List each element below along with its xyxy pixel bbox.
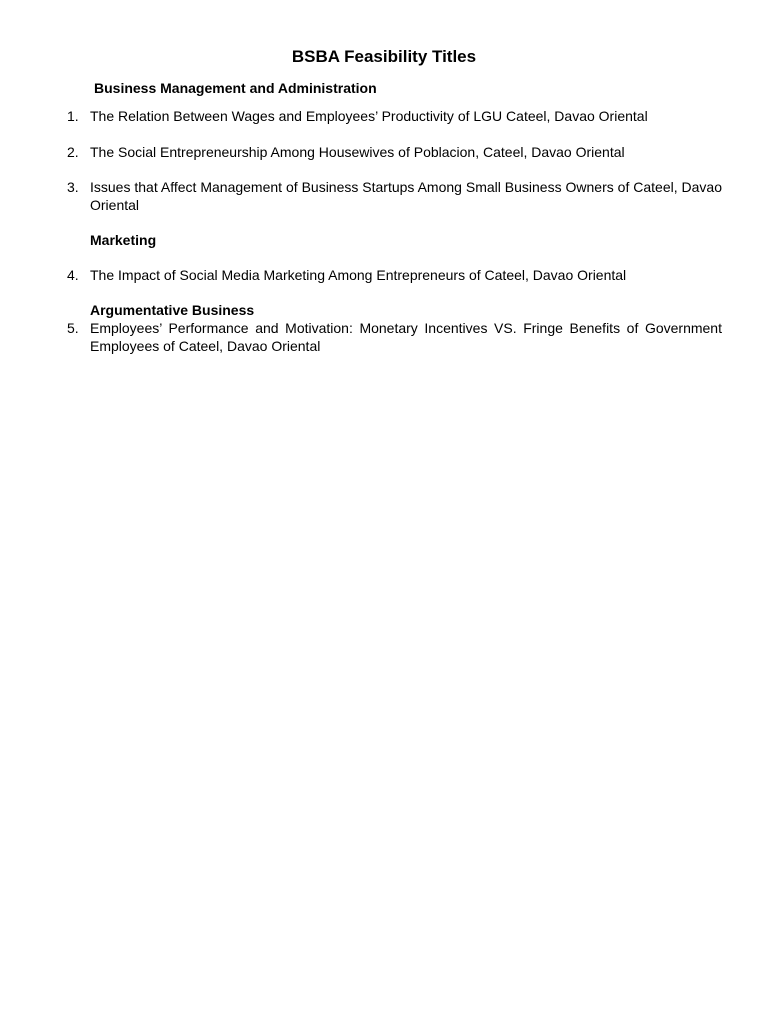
list-item-text: Employees’ Performance and Motivation: Monetary Incentives VS. Fringe Benefits of Government Employees of Cateel, Davao Oriental [90,320,722,354]
section-heading-business-management: Business Management and Administration [94,80,377,96]
list-item-text: Issues that Affect Management of Business Startups Among Small Business Owners of Cateel, Davao Oriental [90,179,722,213]
list-item [60,107,722,125]
list-item-number: 4. [67,267,79,283]
list-item-text: The Social Entrepreneurship Among Housewives of Poblacion, Cateel, Davao Oriental [90,144,625,160]
list-item-text: The Relation Between Wages and Employees’ Productivity of LGU Cateel, Davao Oriental [90,108,648,124]
list-item-number: 1. [67,108,79,124]
list-item [60,266,722,284]
list-item-number: 2. [67,144,79,160]
section-heading-marketing: Marketing [90,232,157,248]
section-heading-argumentative-business: Argumentative Business [90,302,255,318]
list-item [60,319,722,355]
list-item-text: The Impact of Social Media Marketing Among Entrepreneurs of Cateel, Davao Oriental [90,267,627,283]
list-item-number: 3. [67,179,79,195]
list-item [60,178,722,214]
document-title: BSBA Feasibility Titles [291,47,477,66]
list-item [60,143,722,161]
list-item-number: 5. [67,320,79,336]
